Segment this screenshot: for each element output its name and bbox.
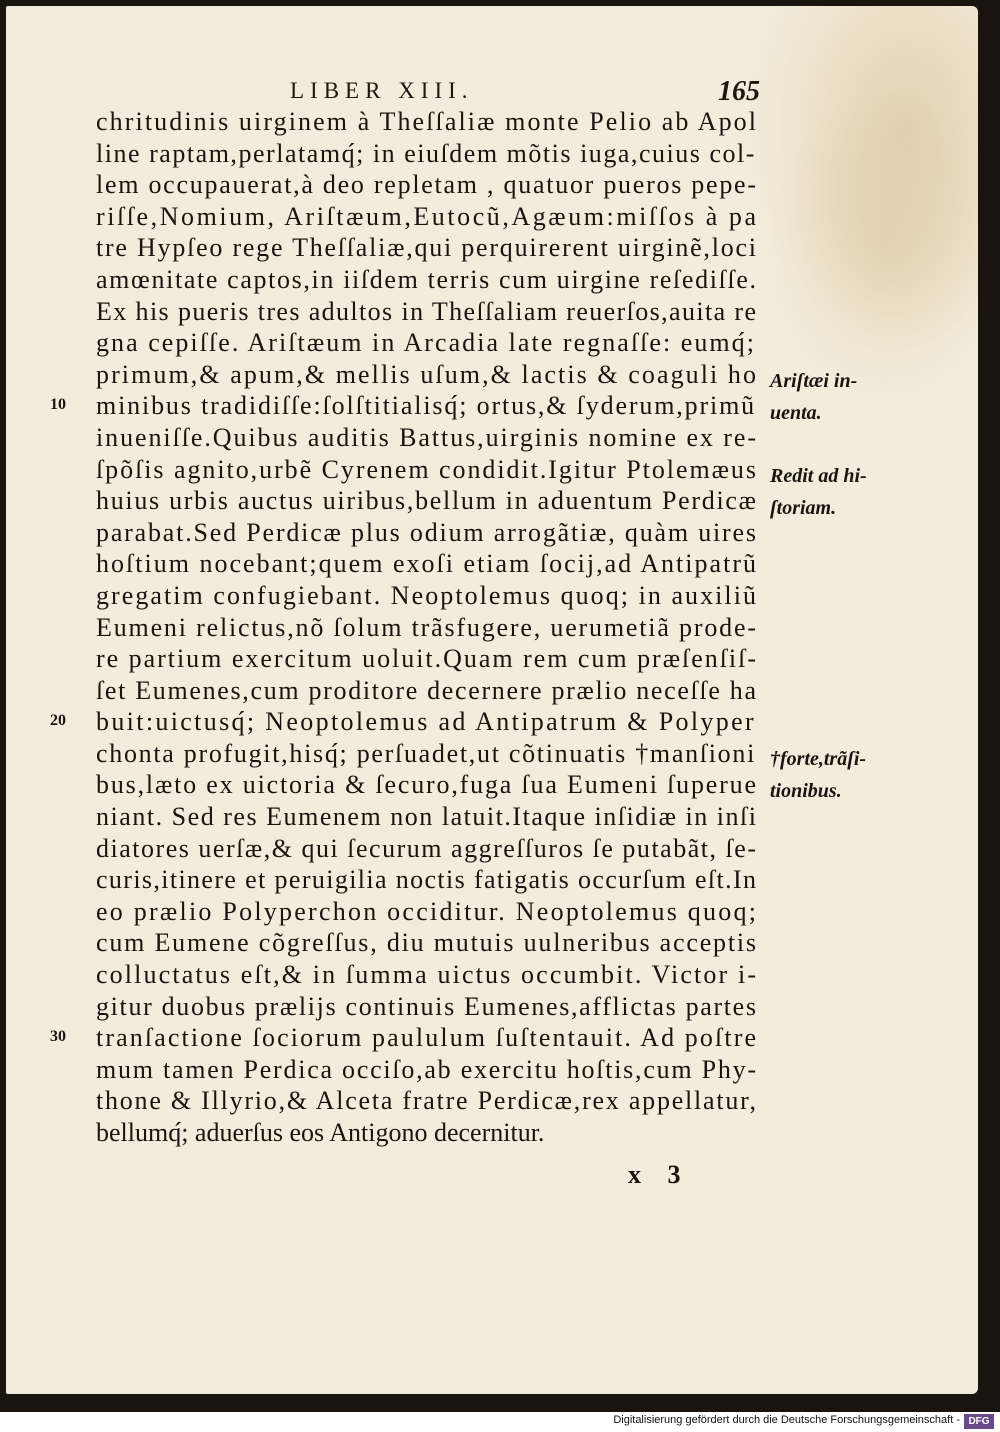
line-number-10: 10 <box>50 396 66 413</box>
text-line: huius urbis auctus uiribus,bellum in aduentum Perdicæ <box>96 486 758 516</box>
marginal-note-line: ſtoriam. <box>770 496 837 519</box>
text-line: chonta profugit,hisq́; perſuadet,ut cõtinuatis †manſioni <box>96 738 756 768</box>
text-line: diatores uerſæ,& qui ſecurum aggreſſuros ſe putabãt, ſe- <box>96 833 758 863</box>
funding-credit: Digitalisierung gefördert durch die Deutsche Forschungsgemeinschaft - <box>613 1414 960 1426</box>
text-line: parabat.Sed Perdicæ plus odium arrogãtiæ, quàm uires <box>96 517 758 547</box>
marginal-note-line: uenta. <box>770 401 822 424</box>
marginal-note <box>770 461 880 524</box>
text-line: curis,itinere et peruigilia noctis fatigatis occurſum eſt.In <box>96 865 758 895</box>
body-text <box>96 106 759 1149</box>
page-number: 165 <box>718 76 760 107</box>
marginal-note-line: Ariſtæi in- <box>770 370 858 392</box>
text-line: ſet Eumenes,cum proditore decernere prælio neceſſe ha <box>96 675 758 705</box>
text-line: Ex his pueris tres adultos in Theſſaliam reuerſos,auita re <box>96 296 758 326</box>
page-header <box>290 76 760 110</box>
text-line: riſſe,Nomium, Ariſtæum,Eutocũ,Agæum:miſſos à pa <box>96 201 759 231</box>
text-line: Eumeni relictus,nõ ſolum trãsfugere, uerumetiã prode- <box>96 612 758 642</box>
text-line: mum tamen Perdica occiſo,ab exercitu hoſtis,cum Phy- <box>96 1054 758 1084</box>
text-line: thone & Illyrio,& Alceta fratre Perdicæ,rex appellatur, <box>96 1086 758 1116</box>
marginal-note-line: †forte,trãſi- <box>770 748 867 770</box>
text-line: niant. Sed res Eumenem non latuit.Itaque inſidiæ in inſi <box>96 802 758 832</box>
signature-mark: x 3 <box>628 1160 691 1189</box>
marginal-note <box>770 366 880 429</box>
running-head: LIBER XIII. <box>290 78 474 103</box>
text-line: lem occupauerat,à deo repletam , quatuor pueros pepe- <box>96 170 758 200</box>
text-line: tranſactione ſociorum paululum ſuſtentauit. Ad poſtre <box>96 1023 759 1053</box>
text-line: buit:uictusq́; Neoptolemus ad Antipatrum & Polyper <box>96 707 756 737</box>
text-line: tre Hypſeo rege Theſſaliæ,qui perquirerent uirginẽ,loci <box>96 233 758 263</box>
text-line: bus,læto ex uictoria & ſecuro,fuga ſua Eumeni ſuperue <box>96 770 758 800</box>
footer-bar <box>0 1412 1000 1432</box>
line-number-30: 30 <box>50 1028 66 1045</box>
text-line: chritudinis uirginem à Theſſaliæ monte Pelio ab Apol <box>96 107 759 136</box>
text-line: gregatim confugiebant. Neoptolemus quoq; in auxiliũ <box>96 580 759 610</box>
text-line: inueniſſe.Quibus auditis Battus,uirginis nomine ex re- <box>96 422 758 452</box>
text-line: ſpõſis agnito,urbẽ Cyrenem condidit.Igitur Ptolemæus <box>96 454 758 484</box>
text-line: line raptam,perlatamq́; in eiuſdem mõtis iuga,cuius col- <box>96 138 756 168</box>
marginal-note-line: tionibus. <box>770 779 842 802</box>
text-line: minibus tradidiſſe:ſolſtitialisq́; ortus,& ſyderum,primũ <box>96 391 756 421</box>
text-line: eo prælio Polyperchon occiditur. Neoptolemus quoq; <box>96 896 759 926</box>
text-line: gna cepiſſe. Ariſtæum in Arcadia late regnaſſe: eumq́; <box>96 328 756 358</box>
line-number-20: 20 <box>50 712 66 729</box>
text-line: hoſtium nocebant;quem exoſi etiam ſocij,ad Antipatrũ <box>96 549 758 579</box>
dfg-logo-icon: DFG <box>964 1414 994 1429</box>
text-line: bellumq́; aduerſus eos Antigono decernitur. <box>96 1118 545 1147</box>
text-line: cum Eumene cõgreſſus, diu mutuis uulneribus acceptis <box>96 928 758 958</box>
text-line: gitur duobus prælijs continuis Eumenes,afflictas partes <box>96 991 758 1021</box>
text-line: re partium exercitum uoluit.Quam rem cum præſenſiſ- <box>96 644 758 674</box>
marginal-note <box>770 744 880 807</box>
text-line: colluctatus eſt,& in ſumma uictus occumbit. Victor i- <box>96 960 759 990</box>
text-line: amœnitate captos,in iiſdem terris cum uirgine reſediſſe. <box>96 264 758 294</box>
marginal-note-line: Redit ad hi- <box>770 465 867 487</box>
text-line: primum,& apum,& mellis uſum,& lactis & coaguli ho <box>96 359 759 389</box>
